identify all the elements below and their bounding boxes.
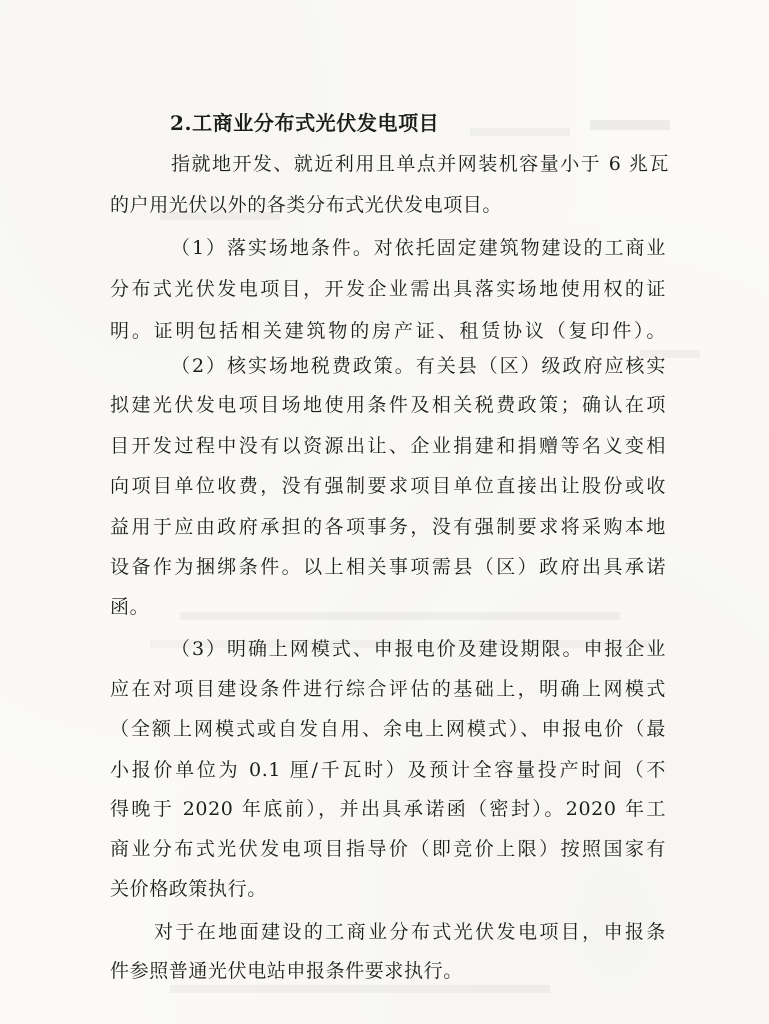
paragraph-line: （全额上网模式或自发自用、余电上网模式）、申报电价（最 xyxy=(110,718,666,740)
paragraph-line: （2）核实场地税费政策。有关县（区）级政府应核实 xyxy=(171,355,666,377)
paragraph-line: 明。证明包括相关建筑物的房产证、租赁协议（复印件）。 xyxy=(110,320,666,342)
paragraph-line: 指就地开发、就近利用且单点并网装机容量小于 6 兆瓦 xyxy=(171,153,669,175)
paragraph-line: 设备作为捆绑条件。以上相关事项需县（区）政府出具承诺 xyxy=(110,556,666,578)
paragraph-line: 向项目单位收费，没有强制要求项目单位直接出让股份或收 xyxy=(110,475,666,497)
bleed-through-mark xyxy=(470,128,570,136)
bleed-through-mark xyxy=(180,612,620,620)
paragraph-line: 目开发过程中没有以资源出让、企业捐建和捐赠等名义变相 xyxy=(110,435,666,457)
paragraph-line: 拟建光伏发电项目场地使用条件及相关税费政策；确认在项 xyxy=(110,394,666,416)
section-heading: 2.工商业分布式光伏发电项目 xyxy=(170,111,440,135)
paragraph-line: 益用于应由政府承担的各项事务，没有强制要求将采购本地 xyxy=(110,516,666,538)
paragraph-line: （3）明确上网模式、申报电价及建设期限。申报企业 xyxy=(171,638,666,660)
paragraph-line: 得晚于 2020 年底前），并出具承诺函（密封）。2020 年工 xyxy=(110,798,666,820)
paragraph-line: 对于在地面建设的工商业分布式光伏发电项目，申报条 xyxy=(154,921,666,943)
paragraph-line: （1）落实场地条件。对依托固定建筑物建设的工商业 xyxy=(171,237,666,259)
paragraph-line: 的户用光伏以外的各类分布式光伏发电项目。 xyxy=(110,194,503,216)
paragraph-line: 关价格政策执行。 xyxy=(110,878,267,900)
paragraph-line: 函。 xyxy=(110,596,150,618)
bleed-through-mark xyxy=(590,120,670,130)
paragraph-line: 商业分布式光伏发电项目指导价（即竞价上限）按照国家有 xyxy=(110,838,666,860)
paragraph-line: 件参照普通光伏电站申报条件要求执行。 xyxy=(110,960,463,982)
paragraph-line: 小报价单位为 0.1 厘/千瓦时）及预计全容量投产时间（不 xyxy=(110,759,666,781)
paragraph-line: 应在对项目建设条件进行综合评估的基础上，明确上网模式 xyxy=(110,678,666,700)
paragraph-line: 分布式光伏发电项目，开发企业需出具落实场地使用权的证 xyxy=(110,278,666,300)
bleed-through-mark xyxy=(170,985,550,993)
